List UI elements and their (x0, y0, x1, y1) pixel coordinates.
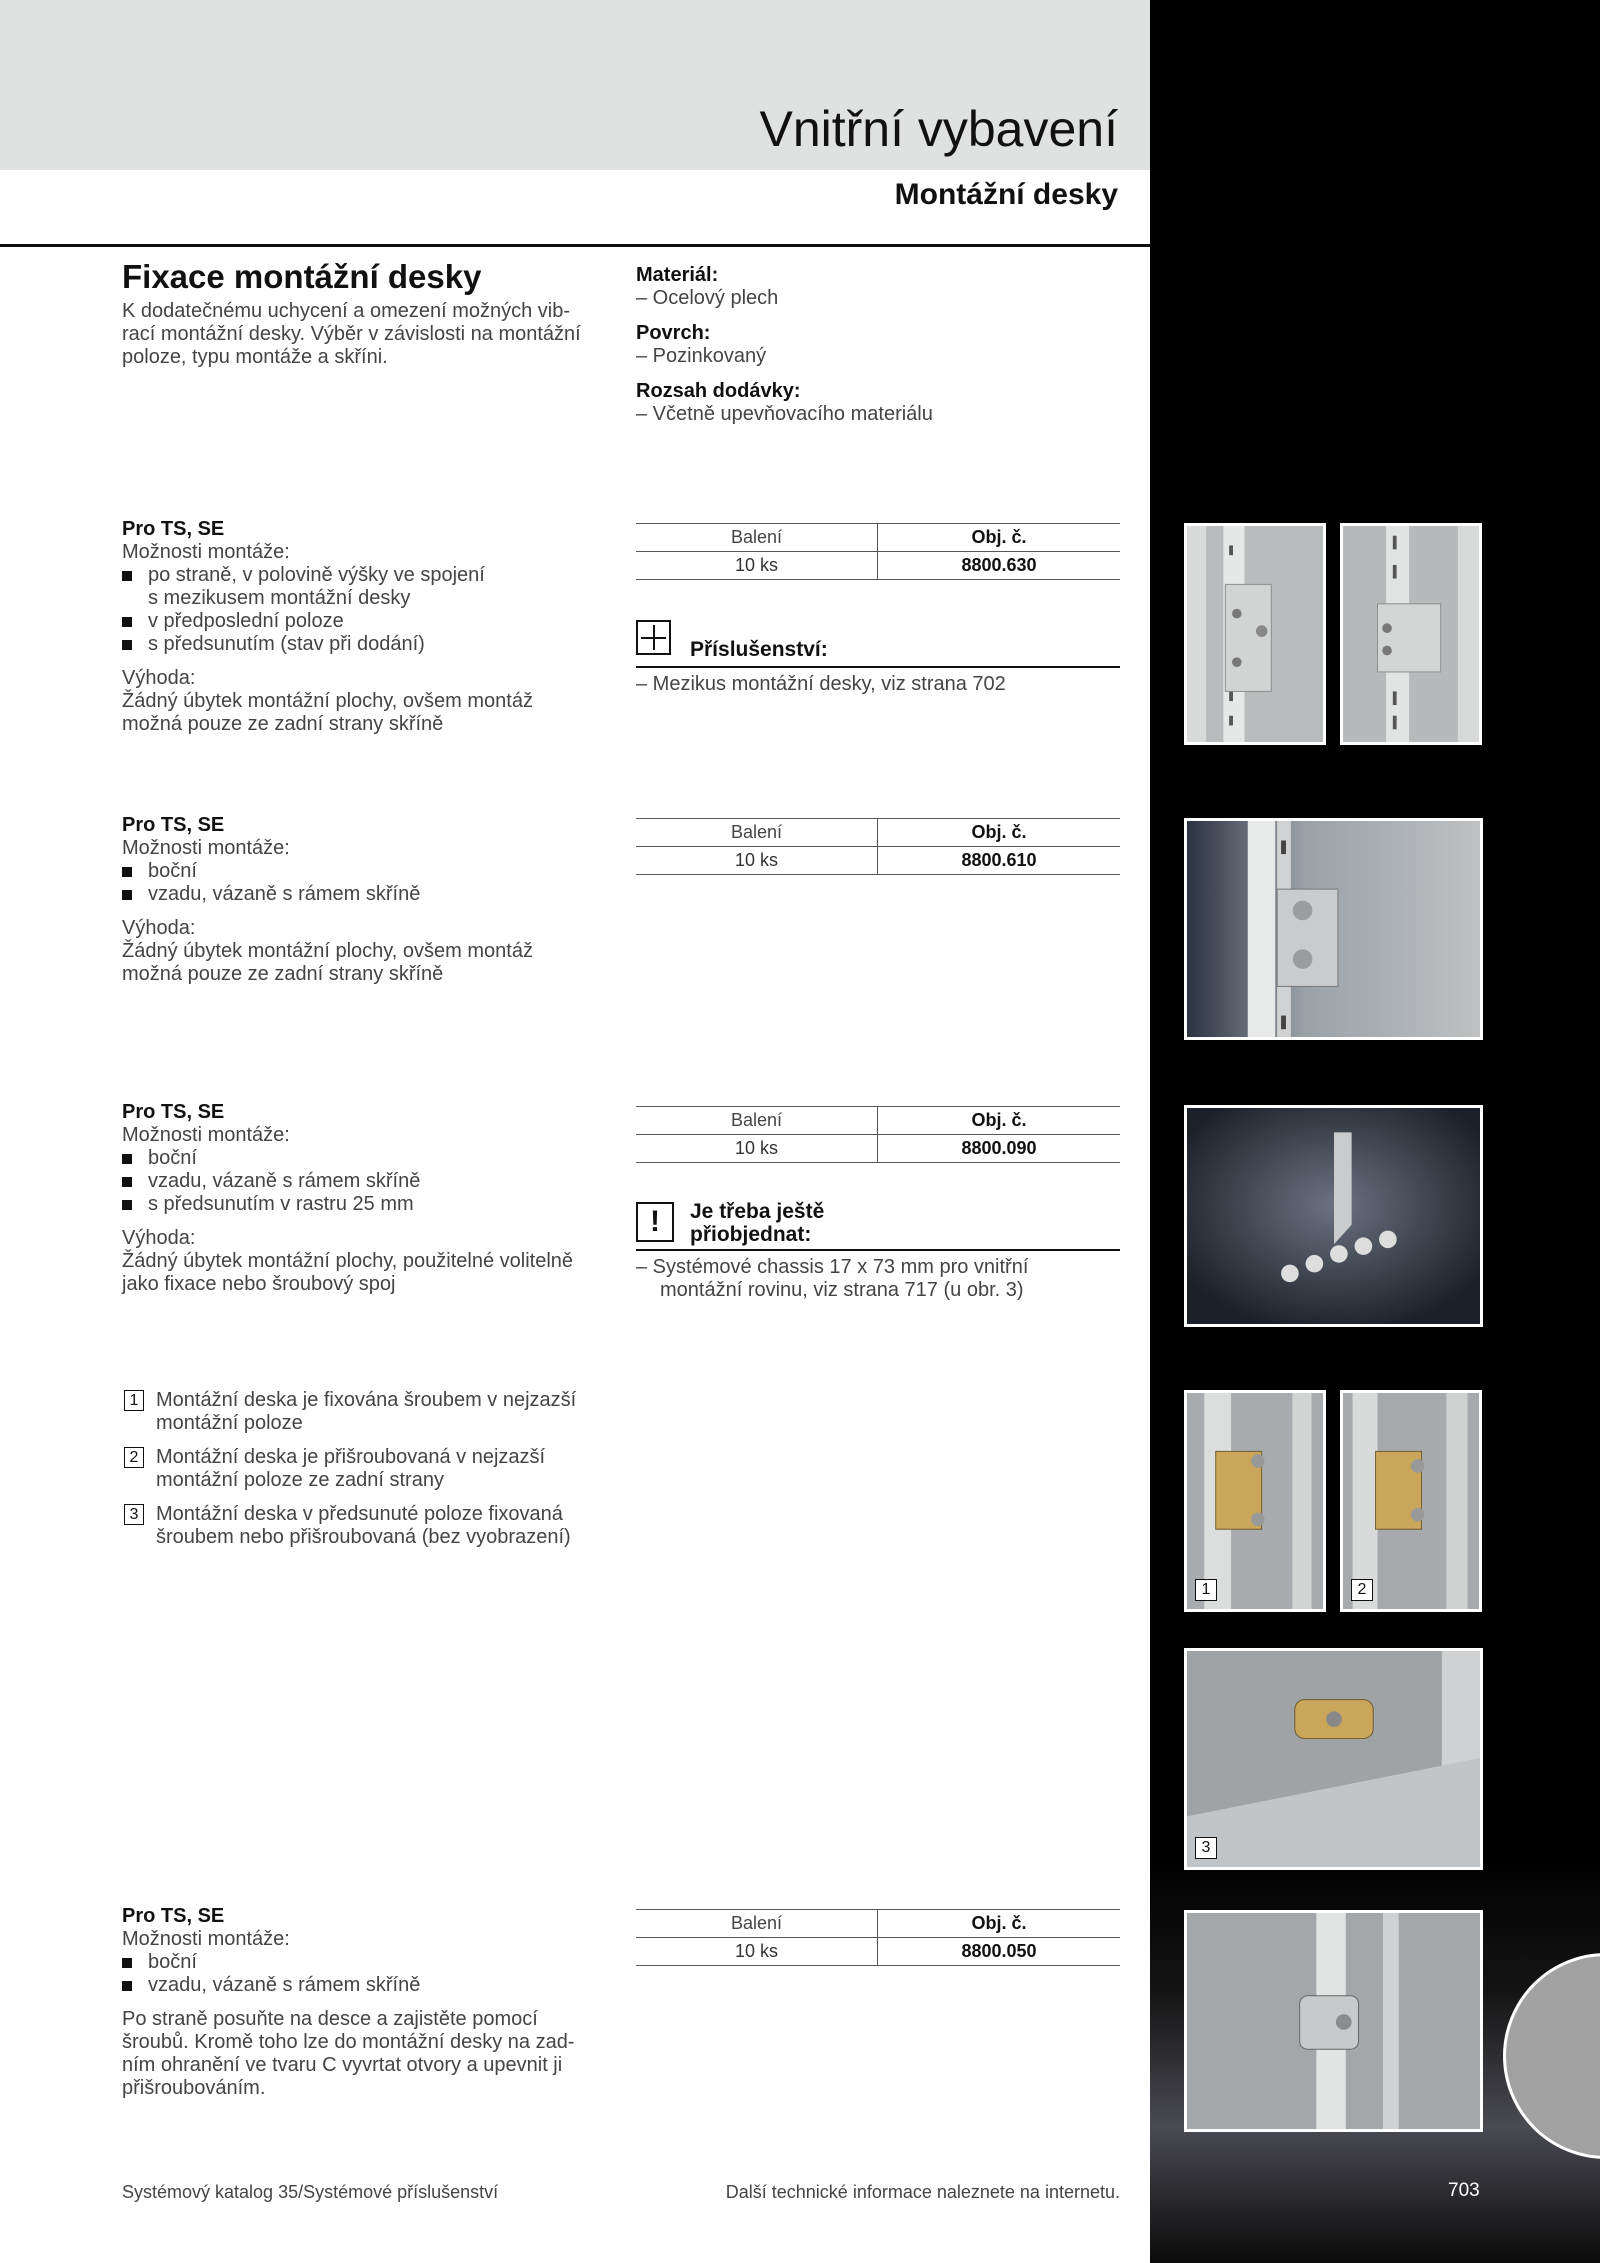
list-item: v předposlední poloze (122, 610, 622, 633)
advantage-line: možná pouze ze zadní strany skříně (122, 963, 444, 985)
options-list (122, 564, 622, 656)
accessories-heading: Příslušenství: (690, 638, 828, 661)
list-item: 2 Montážní deska je přišroubovaná v nejzazší montážní poloze ze zadní strany (124, 1446, 624, 1492)
header-rule (0, 244, 1150, 247)
product-photo (1184, 523, 1326, 745)
list-item: boční (122, 860, 622, 883)
intro-line: K dodatečnému uchycení a omezení možných vib- (122, 300, 571, 322)
table-row (636, 552, 1120, 580)
column-header-code: Obj. č. (878, 524, 1121, 552)
options-list (122, 1147, 622, 1216)
product-photo (1184, 1105, 1483, 1327)
description-line: Po straně posuňte na desce a zajistěte pomocí (122, 2008, 538, 2030)
order-also-rule (636, 1249, 1120, 1251)
list-item: vzadu, vázaně s rámem skříně (122, 883, 622, 906)
advantage-label: Výhoda: (122, 1227, 196, 1249)
options-list (122, 860, 622, 906)
product-photo (1340, 1390, 1482, 1612)
numbered-notes (124, 1389, 624, 1560)
section-2-text (122, 814, 622, 986)
list-item: boční (122, 1951, 622, 1974)
plus-icon (636, 620, 671, 655)
accessories-text: – Mezikus montážní desky, viz strana 702 (636, 673, 1006, 695)
table-row (636, 1135, 1120, 1163)
column-header-code: Obj. č. (878, 1107, 1121, 1135)
section-title: Pro TS, SE (122, 1905, 225, 1927)
description-line: přišroubováním. (122, 2077, 266, 2099)
options-list (122, 1951, 622, 1997)
column-header-pack: Balení (636, 819, 878, 847)
exclamation-icon: ! (636, 1202, 674, 1242)
scope-value: – Včetně upevňovacího materiálu (636, 403, 933, 425)
photo-label: 1 (1195, 1579, 1217, 1601)
table-row (636, 1938, 1120, 1966)
table-row (636, 847, 1120, 875)
code-cell: 8800.090 (878, 1135, 1121, 1163)
product-photo (1184, 1910, 1483, 2132)
options-label: Možnosti montáže: (122, 837, 290, 859)
order-table (636, 1106, 1120, 1163)
column-header-pack: Balení (636, 524, 878, 552)
material-block (636, 264, 1116, 426)
advantage-line: Žádný úbytek montážní plochy, použitelné volitelně (122, 1250, 574, 1272)
material-label: Materiál: (636, 264, 719, 286)
advantage-label: Výhoda: (122, 917, 196, 939)
page-subtitle: Montážní desky (894, 178, 1118, 211)
advantage-line: Žádný úbytek montážní plochy, ovšem montáž (122, 690, 533, 712)
advantage-line: Žádný úbytek montážní plochy, ovšem montáž (122, 940, 533, 962)
list-item: boční (122, 1147, 622, 1170)
order-also-heading: Je třeba ještě přiobjednat: (690, 1200, 825, 1246)
list-item: 3 Montážní deska v předsunuté poloze fixovaná šroubem nebo přišroubovaná (bez vyobrazení) (124, 1503, 624, 1549)
pack-cell: 10 ks (636, 552, 878, 580)
photo-label: 3 (1195, 1837, 1217, 1859)
pack-cell: 10 ks (636, 1938, 878, 1966)
order-also-text: – Systémové chassis 17 x 73 mm pro vnitřní montážní rovinu, viz strana 717 (u obr. 3) (636, 1256, 1029, 1301)
list-item: s předsunutím (stav při dodání) (122, 633, 622, 656)
intro-heading: Fixace montážní desky (122, 258, 482, 295)
column-header-code: Obj. č. (878, 819, 1121, 847)
scope-label: Rozsah dodávky: (636, 380, 801, 402)
pack-cell: 10 ks (636, 847, 878, 875)
list-item: vzadu, vázaně s rámem skříně (122, 1974, 622, 1997)
page-title: Vnitřní vybavení (759, 101, 1118, 157)
product-photo (1184, 1648, 1483, 1870)
section-3-text (122, 1101, 622, 1296)
page-number: 703 (1448, 2180, 1480, 2201)
product-photo (1184, 818, 1483, 1040)
code-cell: 8800.050 (878, 1938, 1121, 1966)
advantage-line: jako fixace nebo šroubový spoj (122, 1273, 396, 1295)
footer-catalog: Systémový katalog 35/Systémové příslušenství (122, 2182, 499, 2202)
photo-label: 2 (1351, 1579, 1373, 1601)
list-item: 1 Montážní deska je fixována šroubem v nejzazší montážní poloze (124, 1389, 624, 1435)
description-line: ním ohranění ve tvaru C vyvrtat otvory a upevnit ji (122, 2054, 563, 2076)
section-4-text (122, 1905, 622, 2100)
pack-cell: 10 ks (636, 1135, 878, 1163)
order-table (636, 818, 1120, 875)
order-table (636, 523, 1120, 580)
product-photo (1340, 523, 1482, 745)
section-title: Pro TS, SE (122, 814, 225, 836)
column-header-pack: Balení (636, 1910, 878, 1938)
section-title: Pro TS, SE (122, 518, 225, 540)
footer-info: Další technické informace naleznete na internetu. (725, 2182, 1120, 2202)
list-item: vzadu, vázaně s rámem skříně (122, 1170, 622, 1193)
options-label: Možnosti montáže: (122, 541, 290, 563)
code-cell: 8800.630 (878, 552, 1121, 580)
intro-text (122, 300, 602, 369)
column-header-code: Obj. č. (878, 1910, 1121, 1938)
product-photo (1184, 1390, 1326, 1612)
intro-line: poloze, typu montáže a skříni. (122, 346, 388, 368)
list-item: po straně, v polovině výšky ve spojení s mezikusem montážní desky (122, 564, 622, 610)
order-table (636, 1909, 1120, 1966)
advantage-line: možná pouze ze zadní strany skříně (122, 713, 444, 735)
description-line: šroubů. Kromě toho lze do montážní desky na zad- (122, 2031, 575, 2053)
column-header-pack: Balení (636, 1107, 878, 1135)
section-1-text (122, 518, 622, 736)
code-cell: 8800.610 (878, 847, 1121, 875)
advantage-label: Výhoda: (122, 667, 196, 689)
section-title: Pro TS, SE (122, 1101, 225, 1123)
material-value: – Ocelový plech (636, 287, 779, 309)
accessories-rule (636, 666, 1120, 668)
surface-value: – Pozinkovaný (636, 345, 767, 367)
options-label: Možnosti montáže: (122, 1928, 290, 1950)
surface-label: Povrch: (636, 322, 711, 344)
options-label: Možnosti montáže: (122, 1124, 290, 1146)
intro-line: rací montážní desky. Výběr v závislosti na montážní (122, 323, 581, 345)
list-item: s předsunutím v rastru 25 mm (122, 1193, 622, 1216)
